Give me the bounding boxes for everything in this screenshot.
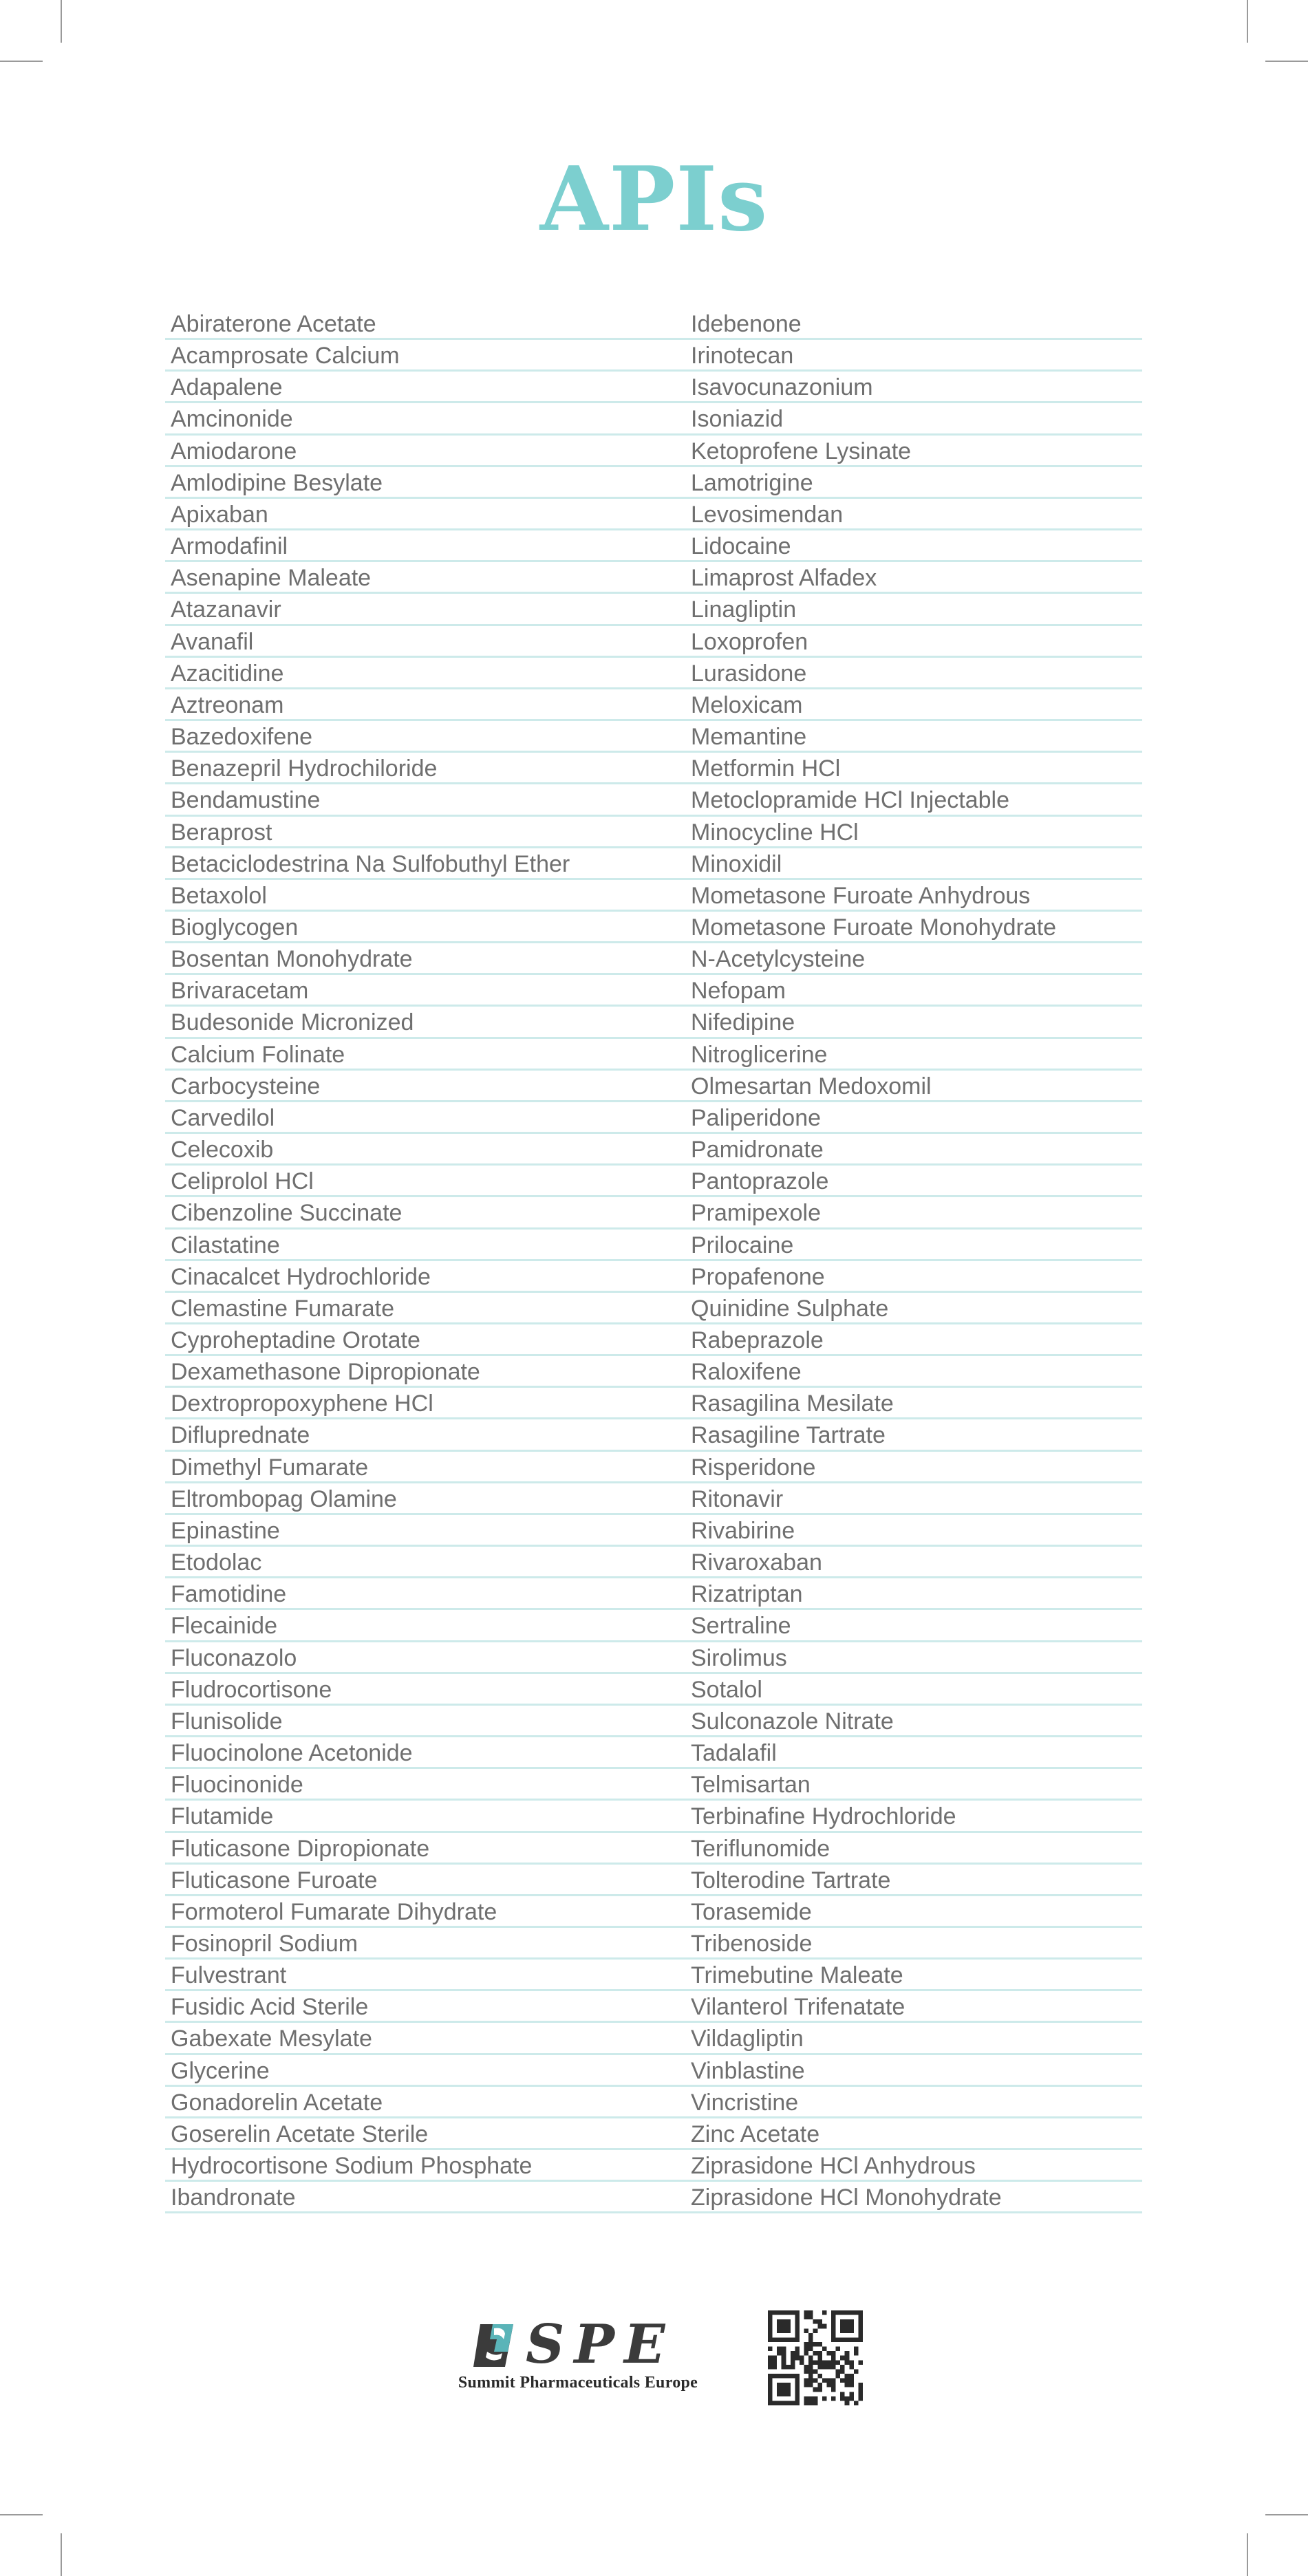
api-item: Brivaracetam xyxy=(165,975,685,1007)
api-item: Tolterodine Tartrate xyxy=(685,1865,1142,1896)
footer xyxy=(0,2298,1308,2422)
api-item: Nitroglicerine xyxy=(685,1039,1142,1071)
api-item: Armodafinil xyxy=(165,530,685,562)
api-item: Mometasone Furoate Monohydrate xyxy=(685,912,1142,943)
api-item: Olmesartan Medoxomil xyxy=(685,1071,1142,1102)
api-item: Carbocysteine xyxy=(165,1071,685,1102)
api-item: Quinidine Sulphate xyxy=(685,1293,1142,1324)
api-item: Ritonavir xyxy=(685,1483,1142,1515)
api-item: Acamprosate Calcium xyxy=(165,340,685,372)
crop-mark-top-right-v xyxy=(1247,0,1248,43)
api-item: Fluocinolone Acetonide xyxy=(165,1737,685,1769)
api-item: Prilocaine xyxy=(685,1230,1142,1261)
api-item: Rasagiline Tartrate xyxy=(685,1419,1142,1451)
logo-text: SPE xyxy=(526,2313,675,2376)
crop-mark-top-right-h xyxy=(1265,61,1308,62)
api-item: Betaciclodestrina Na Sulfobuthyl Ether xyxy=(165,848,685,880)
api-item: Dimethyl Fumarate xyxy=(165,1452,685,1483)
api-item: Lamotrigine xyxy=(685,467,1142,499)
api-item: Amlodipine Besylate xyxy=(165,467,685,499)
api-item: Fluticasone Furoate xyxy=(165,1865,685,1896)
api-item: Ziprasidone HCl Anhydrous xyxy=(685,2150,1142,2182)
api-item: Pramipexole xyxy=(685,1197,1142,1229)
api-item: Rivaroxaban xyxy=(685,1547,1142,1578)
api-item: Rabeprazole xyxy=(685,1324,1142,1356)
api-item: Bosentan Monohydrate xyxy=(165,943,685,975)
page-title: APIs xyxy=(539,148,769,251)
api-column-right xyxy=(685,308,1142,2213)
api-item: Vinblastine xyxy=(685,2055,1142,2087)
crop-mark-top-left-h xyxy=(0,61,43,62)
api-item: Difluprednate xyxy=(165,1419,685,1451)
api-item: Risperidone xyxy=(685,1452,1142,1483)
api-item: Flecainide xyxy=(165,1610,685,1642)
api-item: Clemastine Fumarate xyxy=(165,1293,685,1324)
api-item: Teriflunomide xyxy=(685,1833,1142,1865)
api-item: Bioglycogen xyxy=(165,912,685,943)
api-item: Ziprasidone HCl Monohydrate xyxy=(685,2182,1142,2213)
crop-mark-bottom-left-h xyxy=(0,2514,43,2515)
api-item: Betaxolol xyxy=(165,880,685,912)
api-item: Sertraline xyxy=(685,1610,1142,1642)
api-item: Amcinonide xyxy=(165,403,685,435)
api-item: Trimebutine Maleate xyxy=(685,1960,1142,1991)
api-item: Celecoxib xyxy=(165,1134,685,1166)
api-item: Dextropropoxyphene HCl xyxy=(165,1388,685,1419)
api-column-left xyxy=(165,308,685,2213)
api-item: Benazepril Hydrochiloride xyxy=(165,753,685,784)
api-item: Apixaban xyxy=(165,499,685,530)
api-item: Etodolac xyxy=(165,1547,685,1578)
api-item: Cilastatine xyxy=(165,1230,685,1261)
api-item: Loxoprofen xyxy=(685,626,1142,658)
api-item: Nifedipine xyxy=(685,1007,1142,1038)
api-item: Tadalafil xyxy=(685,1737,1142,1769)
api-item: Limaprost Alfadex xyxy=(685,562,1142,594)
api-item: Aztreonam xyxy=(165,689,685,721)
api-item: Vincristine xyxy=(685,2087,1142,2118)
api-item: Ibandronate xyxy=(165,2182,685,2213)
api-item: Beraprost xyxy=(165,817,685,848)
api-item: Gonadorelin Acetate xyxy=(165,2087,685,2118)
api-item: Torasemide xyxy=(685,1896,1142,1928)
api-item: Isavocunazonium xyxy=(685,372,1142,403)
api-item: Fusidic Acid Sterile xyxy=(165,1991,685,2023)
crop-mark-bottom-right-v xyxy=(1247,2533,1248,2576)
api-item: Goserelin Acetate Sterile xyxy=(165,2118,685,2150)
api-item: Hydrocortisone Sodium Phosphate xyxy=(165,2150,685,2182)
api-item: Lurasidone xyxy=(685,658,1142,689)
api-item: Famotidine xyxy=(165,1578,685,1610)
api-item: Rivabirine xyxy=(685,1515,1142,1547)
api-item: Cyproheptadine Orotate xyxy=(165,1324,685,1356)
api-item: Minocycline HCl xyxy=(685,817,1142,848)
api-item: Abiraterone Acetate xyxy=(165,308,685,340)
api-item: Glycerine xyxy=(165,2055,685,2087)
api-item: Fluconazolo xyxy=(165,1642,685,1674)
api-item: Sulconazole Nitrate xyxy=(685,1706,1142,1737)
api-item: Bendamustine xyxy=(165,784,685,816)
api-item: Tribenoside xyxy=(685,1928,1142,1960)
api-item: Amiodarone xyxy=(165,436,685,467)
api-item: Formoterol Fumarate Dihydrate xyxy=(165,1896,685,1928)
api-item: Telmisartan xyxy=(685,1769,1142,1801)
api-item: Asenapine Maleate xyxy=(165,562,685,594)
api-item: Fluticasone Dipropionate xyxy=(165,1833,685,1865)
api-item: Dexamethasone Dipropionate xyxy=(165,1356,685,1388)
api-item: Fulvestrant xyxy=(165,1960,685,1991)
api-item: Adapalene xyxy=(165,372,685,403)
api-item: Meloxicam xyxy=(685,689,1142,721)
api-item: Avanafil xyxy=(165,626,685,658)
api-item: Minoxidil xyxy=(685,848,1142,880)
spe-logo xyxy=(439,2313,717,2394)
api-item: Sotalol xyxy=(685,1674,1142,1706)
api-item: Metformin HCl xyxy=(685,753,1142,784)
api-list xyxy=(165,308,1142,2213)
api-item: Gabexate Mesylate xyxy=(165,2023,685,2054)
api-item: Azacitidine xyxy=(165,658,685,689)
api-item: Cinacalcet Hydrochloride xyxy=(165,1261,685,1293)
api-item: Raloxifene xyxy=(685,1356,1142,1388)
api-item: Lidocaine xyxy=(685,530,1142,562)
qr-code-icon[interactable] xyxy=(768,2310,863,2405)
api-item: Paliperidone xyxy=(685,1102,1142,1134)
api-item: Atazanavir xyxy=(165,594,685,625)
api-item: Flunisolide xyxy=(165,1706,685,1737)
api-item: Fluocinonide xyxy=(165,1769,685,1801)
crop-mark-top-left-v xyxy=(61,0,62,43)
api-item: Calcium Folinate xyxy=(165,1039,685,1071)
api-item: Linagliptin xyxy=(685,594,1142,625)
api-item: Mometasone Furoate Anhydrous xyxy=(685,880,1142,912)
api-item: Vilanterol Trifenatate xyxy=(685,1991,1142,2023)
api-item: Irinotecan xyxy=(685,340,1142,372)
api-item: Epinastine xyxy=(165,1515,685,1547)
api-item: Sirolimus xyxy=(685,1642,1142,1674)
api-item: Metoclopramide HCl Injectable xyxy=(685,784,1142,816)
api-item: Nefopam xyxy=(685,975,1142,1007)
crop-mark-bottom-right-h xyxy=(1265,2514,1308,2515)
api-item: Isoniazid xyxy=(685,403,1142,435)
spe-logo-mark-icon xyxy=(473,2324,523,2367)
api-item: N-Acetylcysteine xyxy=(685,943,1142,975)
api-item: Rasagilina Mesilate xyxy=(685,1388,1142,1419)
api-item: Idebenone xyxy=(685,308,1142,340)
api-item: Cibenzoline Succinate xyxy=(165,1197,685,1229)
logo-tagline: Summit Pharmaceuticals Europe xyxy=(458,2374,698,2392)
api-item: Ketoprofene Lysinate xyxy=(685,436,1142,467)
api-item: Eltrombopag Olamine xyxy=(165,1483,685,1515)
api-item: Terbinafine Hydrochloride xyxy=(685,1801,1142,1832)
api-item: Memantine xyxy=(685,721,1142,753)
api-item: Fosinopril Sodium xyxy=(165,1928,685,1960)
api-item: Vildagliptin xyxy=(685,2023,1142,2054)
api-item: Rizatriptan xyxy=(685,1578,1142,1610)
api-item: Levosimendan xyxy=(685,499,1142,530)
api-item: Celiprolol HCl xyxy=(165,1166,685,1197)
crop-mark-bottom-left-v xyxy=(61,2533,62,2576)
api-item: Carvedilol xyxy=(165,1102,685,1134)
api-item: Zinc Acetate xyxy=(685,2118,1142,2150)
api-item: Budesonide Micronized xyxy=(165,1007,685,1038)
api-item: Bazedoxifene xyxy=(165,721,685,753)
api-item: Pantoprazole xyxy=(685,1166,1142,1197)
api-item: Pamidronate xyxy=(685,1134,1142,1166)
api-item: Propafenone xyxy=(685,1261,1142,1293)
api-item: Fludrocortisone xyxy=(165,1674,685,1706)
api-item: Flutamide xyxy=(165,1801,685,1832)
